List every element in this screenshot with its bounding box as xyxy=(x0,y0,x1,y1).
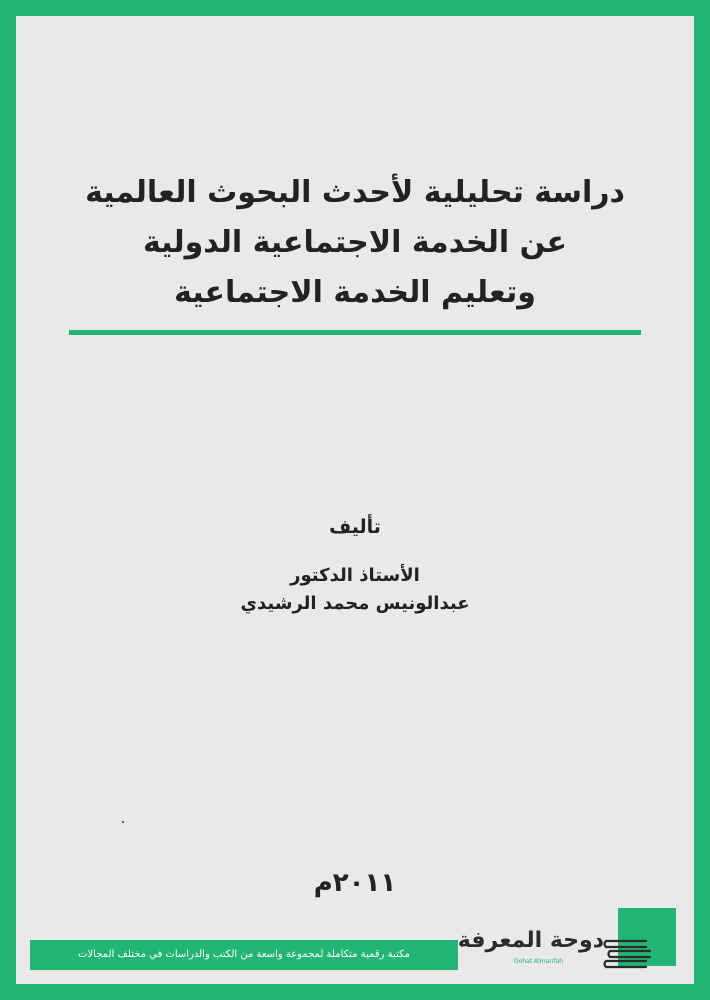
author-rank: الأستاذ الدكتور xyxy=(290,565,420,586)
title-line-2: عن الخدمة الاجتماعية الدولية xyxy=(142,225,568,260)
author-heading: تأليف xyxy=(329,516,381,538)
title-divider xyxy=(69,330,641,335)
logo-arabic-name: دوحة المعرفة xyxy=(457,928,604,953)
publication-year: ٢٠١١م xyxy=(313,868,397,898)
books-stack-icon xyxy=(602,932,658,972)
author-names xyxy=(56,562,654,618)
book-title xyxy=(56,168,654,318)
publisher-logo xyxy=(456,914,688,984)
title-line-3: وتعليم الخدمة الاجتماعية xyxy=(174,275,536,310)
title-line-1: دراسة تحليلية لأحدث البحوث العالمية xyxy=(85,175,625,210)
stray-dot xyxy=(122,821,124,823)
logo-latin-name: Dohat Almarifah xyxy=(514,958,564,965)
author-block xyxy=(56,514,654,618)
cover-page xyxy=(16,16,694,984)
author-name: عبدالونيس محمد الرشيدي xyxy=(240,593,470,614)
footer-banner: مكتبة رقمية متكاملة لمجموعة واسعة من الكتب والدراسات في مختلف المجالات xyxy=(30,940,458,970)
